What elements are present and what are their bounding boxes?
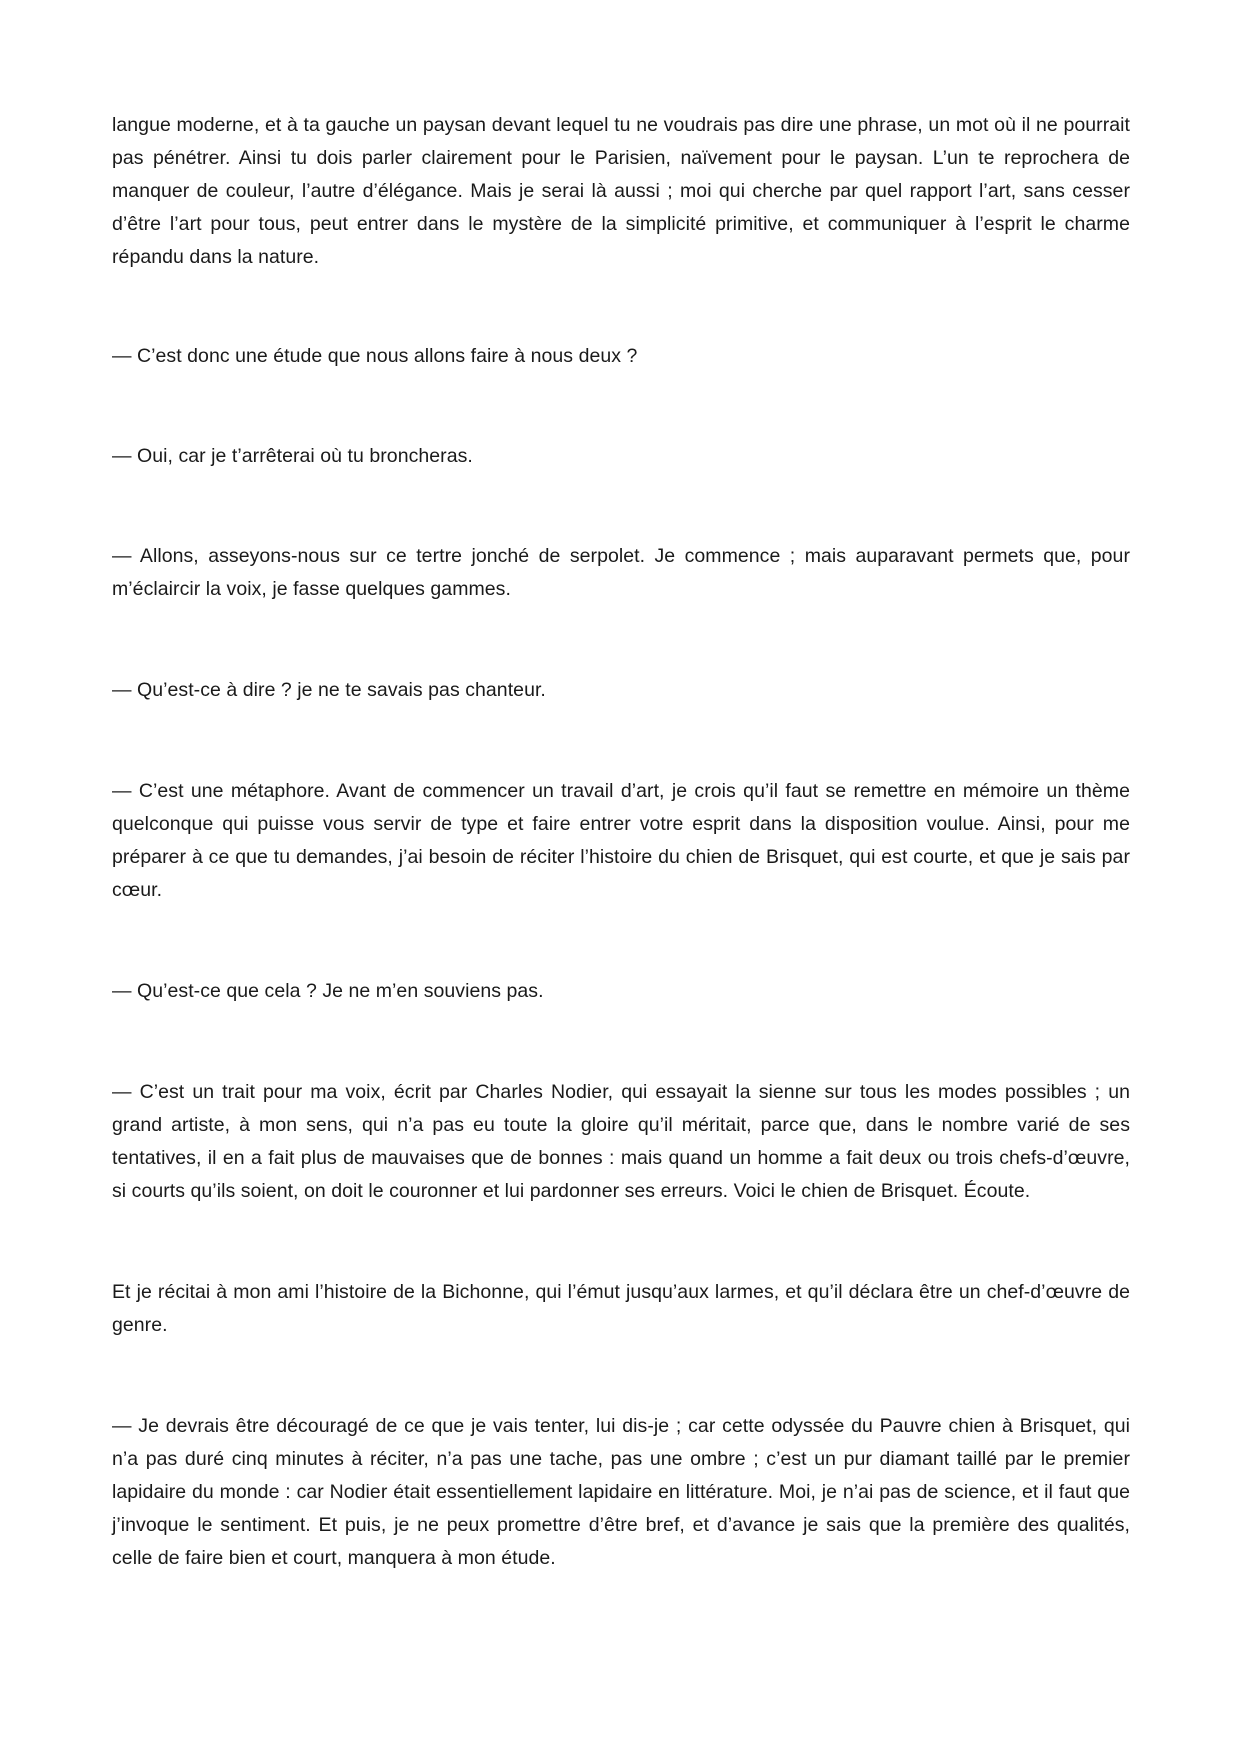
paragraph-9: Et je récitai à mon ami l’histoire de la Bichonne, qui l’émut jusqu’aux larmes, et qu’il déclara être un chef-d’œuvre de genre.: [112, 1281, 1130, 1336]
paragraph-8: — C’est un trait pour ma voix, écrit par Charles Nodier, qui essayait la sienne sur tous les modes possibles ; un grand artiste, à mon sens, qui n’a pas eu toute la gloire qu’il méritait, parce que, dans le nombre varié de ses tentatives, il en a fait plus de mauvaises que de bonnes : mais quand un homme a fait deux ou trois chefs-d’œuvre, si courts qu’ils soient, on doit le couronner et lui pardonner ses erreurs. Voici le chien de Brisquet. Écoute.: [112, 1081, 1130, 1202]
text-column: [112, 109, 1130, 1575]
paragraph-7: — Qu’est-ce que cela ? Je ne m’en souviens pas.: [112, 980, 544, 1002]
paragraph-1: langue moderne, et à ta gauche un paysan devant lequel tu ne voudrais pas dire une phrase, un mot où il ne pourrait pas pénétrer. Ainsi tu dois parler clairement pour le Parisien, naïvement pour le paysan. L’un te reprochera de manquer de couleur, l’autre d’élégance. Mais je serai là aussi ; moi qui cherche par quel rapport l’art, sans cesser d’être l’art pour tous, peut entrer dans le mystère de la simplicité primitive, et communiquer à l’esprit le charme répandu dans la nature.: [112, 114, 1130, 268]
paragraph-5: — Qu’est-ce à dire ? je ne te savais pas chanteur.: [112, 679, 546, 701]
paragraph-3: — Oui, car je t’arrêterai où tu broncheras.: [112, 445, 473, 467]
paragraph-10: — Je devrais être découragé de ce que je vais tenter, lui dis-je ; car cette odyssée du Pauvre chien à Brisquet, qui n’a pas duré cinq minutes à réciter, n’a pas une tache, pas une ombre ; c’est un pur diamant taillé par le premier lapidaire du monde : car Nodier était essentiellement lapidaire en littérature. Moi, je n’ai pas de science, et il faut que j’invoque le sentiment. Et puis, je ne peux promettre d’être bref, et d’avance je sais que la première des qualités, celle de faire bien et court, manquera à mon étude.: [112, 1415, 1130, 1569]
paragraph-2: — C’est donc une étude que nous allons faire à nous deux ?: [112, 345, 638, 367]
paragraph-4: — Allons, asseyons-nous sur ce tertre jonché de serpolet. Je commence ; mais auparavant permets que, pour m’éclaircir la voix, je fasse quelques gammes.: [112, 545, 1130, 600]
paragraph-6: — C’est une métaphore. Avant de commencer un travail d’art, je crois qu’il faut se remettre en mémoire un thème quelconque qui puisse vous servir de type et faire entrer votre esprit dans la disposition voulue. Ainsi, pour me préparer à ce que tu demandes, j’ai besoin de réciter l’histoire du chien de Brisquet, qui est courte, et que je sais par cœur.: [112, 780, 1130, 901]
